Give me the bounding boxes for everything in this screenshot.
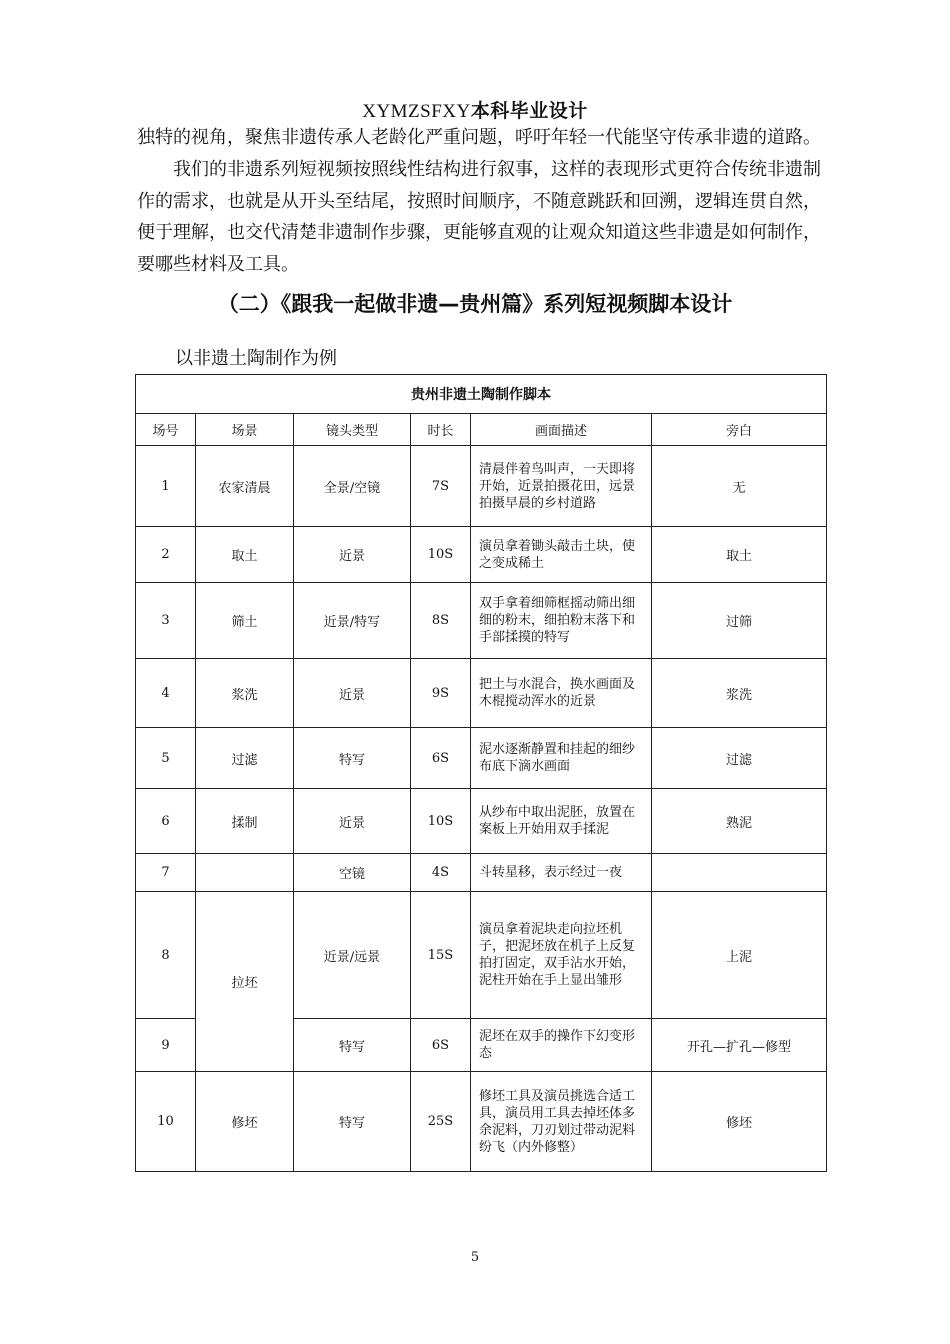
header-desc: 画面描述 (471, 414, 652, 446)
cell-duration: 6S (411, 728, 471, 789)
cell-narration: 上泥 (652, 892, 827, 1019)
cell-scene: 筛土 (196, 583, 294, 659)
table-row (136, 892, 827, 1019)
cell-duration: 4S (411, 854, 471, 892)
cell-desc: 演员拿着泥块走向拉坯机子，把泥坯放在机子上反复拍打固定，双手沾水开始，泥柱开始在手上显出雏形 (471, 892, 652, 1019)
header-duration: 时长 (411, 414, 471, 446)
cell-desc: 双手拿着细筛框摇动筛出细细的粉末，细拍粉末落下和手部揉摸的特写 (471, 583, 652, 659)
table-row (136, 527, 827, 583)
cell-no: 7 (136, 854, 196, 892)
script-table (135, 374, 827, 1172)
paragraph-2: 我们的非遗系列短视频按照线性结构进行叙事，这样的表现形式更符合传统非遗制作的需求，也就是从开头至结尾，按照时间顺序，不随意跳跃和回溯，逻辑连贯自然，便于理解，也交代清楚非遗制作步骤，更能够直观的让观众知道这些非遗是如何制作，要哪些材料及工具。 (137, 159, 821, 275)
cell-scene-merged: 拉坯 (196, 892, 294, 1072)
cell-scene: 浆洗 (196, 659, 294, 728)
cell-shot: 空镜 (294, 854, 411, 892)
table-row (136, 583, 827, 659)
header-school-code: XYMZSFXY (362, 101, 471, 122)
cell-desc: 演员拿着锄头敲击土块，使之变成稀土 (471, 527, 652, 583)
cell-no: 9 (136, 1019, 196, 1072)
paragraph-1: 独特的视角，聚焦非遗传承人老龄化严重问题，呼吁年轻一代能坚守传承非遗的道路。 (137, 127, 821, 148)
cell-no: 6 (136, 789, 196, 854)
cell-shot: 特写 (294, 1072, 411, 1172)
cell-narration: 修坯 (652, 1072, 827, 1172)
cell-scene: 过滤 (196, 728, 294, 789)
cell-duration: 15S (411, 892, 471, 1019)
cell-duration: 7S (411, 446, 471, 527)
cell-shot: 近景 (294, 659, 411, 728)
cell-narration: 取土 (652, 527, 827, 583)
cell-duration: 8S (411, 583, 471, 659)
cell-desc: 把土与水混合，换水画面及木棍搅动浑水的近景 (471, 659, 652, 728)
cell-desc: 泥坯在双手的操作下幻变形态 (471, 1019, 652, 1072)
cell-duration: 25S (411, 1072, 471, 1172)
table-row (136, 446, 827, 527)
cell-scene: 揉制 (196, 789, 294, 854)
table-row (136, 854, 827, 892)
cell-desc: 清晨伴着鸟叫声，一天即将开始，近景拍摄花田，远景拍摄早晨的乡村道路 (471, 446, 652, 527)
table-header-row (136, 414, 827, 446)
cell-narration: 开孔—扩孔—修型 (652, 1019, 827, 1072)
header-narration: 旁白 (652, 414, 827, 446)
cell-shot: 近景 (294, 789, 411, 854)
cell-shot: 特写 (294, 1019, 411, 1072)
cell-narration: 浆洗 (652, 659, 827, 728)
cell-desc: 斗转星移，表示经过一夜 (471, 854, 652, 892)
cell-scene (196, 854, 294, 892)
section-title: （二）《跟我一起做非遗—贵州篇》系列短视频脚本设计 (217, 292, 733, 316)
cell-no: 1 (136, 446, 196, 527)
cell-shot: 全景/空镜 (294, 446, 411, 527)
table-row (136, 1072, 827, 1172)
header-no: 场号 (136, 414, 196, 446)
cell-scene: 农家清晨 (196, 446, 294, 527)
cell-duration: 6S (411, 1019, 471, 1072)
cell-duration: 9S (411, 659, 471, 728)
table-row (136, 728, 827, 789)
cell-duration: 10S (411, 789, 471, 854)
cell-no: 2 (136, 527, 196, 583)
header-shot: 镜头类型 (294, 414, 411, 446)
cell-shot: 近景/远景 (294, 892, 411, 1019)
cell-no: 5 (136, 728, 196, 789)
cell-shot: 近景/特写 (294, 583, 411, 659)
cell-no: 3 (136, 583, 196, 659)
table-title: 贵州非遗土陶制作脚本 (136, 375, 827, 414)
cell-no: 10 (136, 1072, 196, 1172)
cell-narration: 过筛 (652, 583, 827, 659)
cell-desc: 修坯工具及演员挑选合适工具，演员用工具去掉坯体多余泥料，刀刃划过带动泥料纷飞（内外修整） (471, 1072, 652, 1172)
cell-shot: 近景 (294, 527, 411, 583)
page-header (0, 96, 950, 123)
cell-scene: 修坯 (196, 1072, 294, 1172)
cell-narration: 过滤 (652, 728, 827, 789)
table-row (136, 659, 827, 728)
header-title: 本科毕业设计 (470, 100, 588, 122)
header-scene: 场景 (196, 414, 294, 446)
cell-shot: 特写 (294, 728, 411, 789)
cell-desc: 从纱布中取出泥胚，放置在案板上开始用双手揉泥 (471, 789, 652, 854)
cell-duration: 10S (411, 527, 471, 583)
cell-narration (652, 854, 827, 892)
cell-narration: 熟泥 (652, 789, 827, 854)
cell-desc: 泥水逐渐静置和挂起的细纱布底下滴水画面 (471, 728, 652, 789)
table-caption: 以非遗土陶制作为例 (175, 348, 337, 369)
page-number: 5 (470, 1250, 480, 1265)
cell-scene: 取土 (196, 527, 294, 583)
cell-no: 4 (136, 659, 196, 728)
cell-no: 8 (136, 892, 196, 1019)
table-row (136, 789, 827, 854)
cell-narration: 无 (652, 446, 827, 527)
